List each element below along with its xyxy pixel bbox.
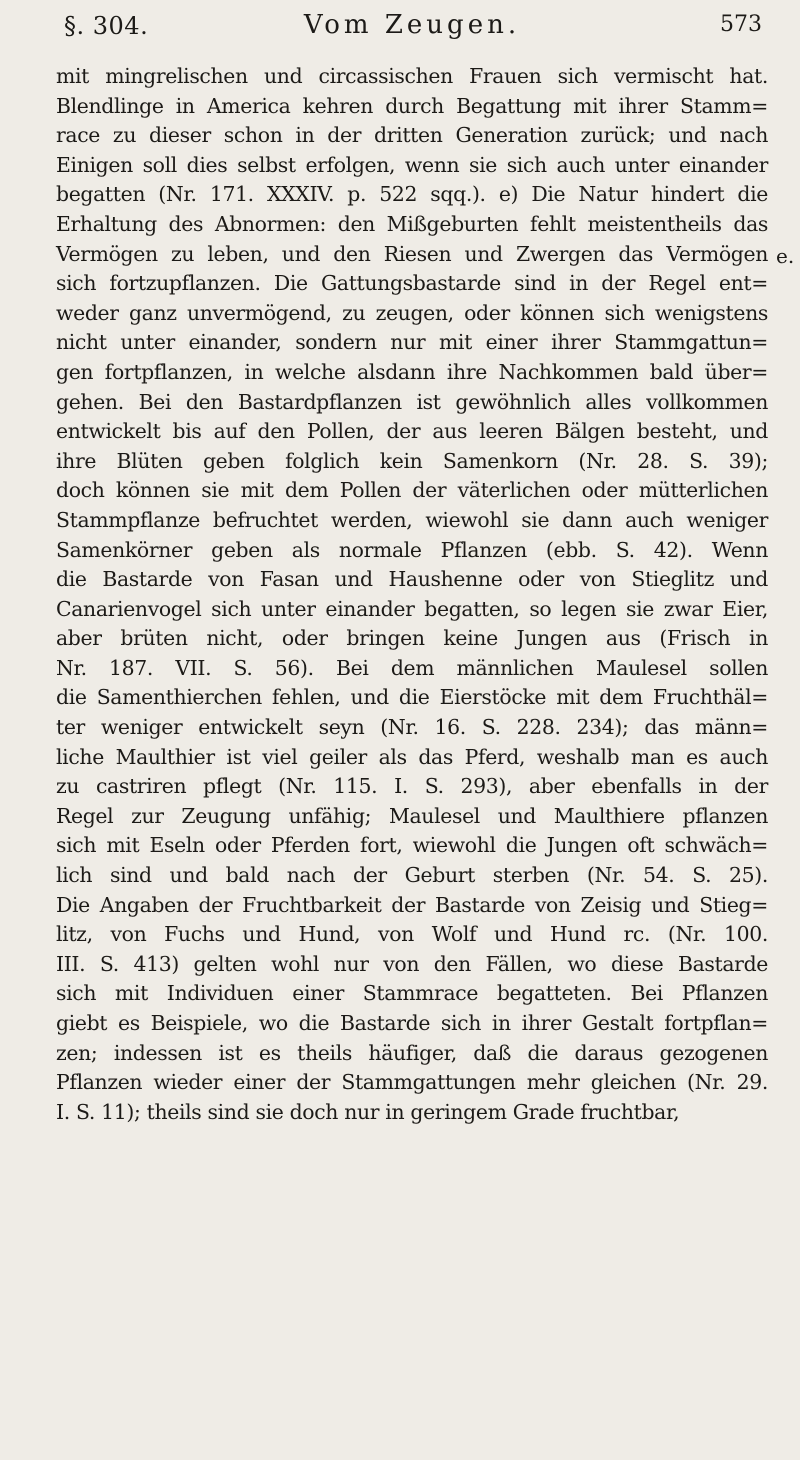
- text-line: mit mingrelischen und circassischen Frauen sich vermischt hat.: [56, 64, 768, 88]
- text-line: die Bastarde von Fasan und Haushenne oder von Stieglitz und: [56, 567, 768, 592]
- text-line: Canarienvogel sich unter einander begatten, so legen sie zwar Eier,: [56, 596, 768, 621]
- text-line: Blendlinge in America kehren durch Begattung mit ihrer Stamm=: [56, 93, 768, 118]
- body-text: [56, 62, 768, 1127]
- text-line: gen fortpflanzen, in welche alsdann ihre Nachkommen bald über=: [56, 359, 768, 384]
- text-line: zen; indessen ist es theils häufiger, daß die daraus gezogenen: [56, 1040, 768, 1065]
- text-line: III. S. 413) gelten wohl nur von den Fällen, wo diese Bastarde: [56, 951, 768, 976]
- section-number: §. 304.: [64, 12, 149, 40]
- text-line: ihre Blüten geben folglich kein Samenkorn (Nr. 28. S. 39);: [56, 448, 768, 473]
- text-line: sich mit Individuen einer Stammrace begatteten. Bei Pflanzen: [56, 981, 768, 1006]
- margin-note: e.: [776, 244, 795, 268]
- running-title: Vom Zeugen.: [303, 10, 521, 40]
- text-line: sich mit Eseln oder Pferden fort, wiewohl die Jungen oft schwäch=: [56, 833, 768, 858]
- text-line: I. S. 11); theils sind sie doch nur in geringem Grade fruchtbar,: [56, 1099, 680, 1124]
- text-line: race zu dieser schon in der dritten Generation zurück; und nach: [56, 123, 768, 148]
- book-page: [56, 0, 768, 1460]
- text-line: Einigen soll dies selbst erfolgen, wenn sie sich auch unter einander: [56, 152, 768, 177]
- text-line: nicht unter einander, sondern nur mit einer ihrer Stammgattun=: [56, 330, 768, 355]
- text-line: gehen. Bei den Bastardpflanzen ist gewöhnlich alles vollkommen: [56, 389, 768, 414]
- text-line: litz, von Fuchs und Hund, von Wolf und Hund rc. (Nr. 100.: [56, 922, 768, 947]
- text-line: ter weniger entwickelt seyn (Nr. 16. S. 228. 234); das männ=: [56, 715, 768, 740]
- text-line: Pflanzen wieder einer der Stammgattungen mehr gleichen (Nr. 29.: [56, 1070, 768, 1095]
- text-line: lich sind und bald nach der Geburt sterben (Nr. 54. S. 25).: [56, 863, 768, 888]
- text-line: Nr. 187. VII. S. 56). Bei dem männlichen Maulesel sollen: [56, 655, 768, 680]
- text-line: sich fortzupflanzen. Die Gattungsbastarde sind in der Regel ent=: [56, 271, 768, 296]
- text-line: Stammpflanze befruchtet werden, wiewohl sie dann auch weniger: [56, 507, 768, 532]
- text-line: giebt es Beispiele, wo die Bastarde sich in ihrer Gestalt fortpflan=: [56, 1011, 768, 1035]
- text-line: doch können sie mit dem Pollen der väterlichen oder mütterlichen: [56, 478, 768, 503]
- text-line: Vermögen zu leben, und den Riesen und Zwergen das Vermögen: [56, 241, 768, 266]
- text-line: liche Maulthier ist viel geiler als das Pferd, weshalb man es auch: [56, 744, 768, 769]
- text-line: weder ganz unvermögend, zu zeugen, oder können sich wenigstens: [56, 300, 768, 325]
- text-line: aber brüten nicht, oder bringen keine Jungen aus (Frisch in: [56, 626, 768, 651]
- text-line: Regel zur Zeugung unfähig; Maulesel und Maulthiere pflanzen: [56, 803, 768, 828]
- text-line: Erhaltung des Abnormen: den Mißgeburten fehlt meistentheils das: [56, 211, 768, 236]
- text-line: Die Angaben der Fruchtbarkeit der Bastarde von Zeisig und Stieg=: [56, 892, 768, 917]
- text-line: zu castriren pflegt (Nr. 115. I. S. 293), aber ebenfalls in der: [56, 774, 768, 799]
- text-line: begatten (Nr. 171. XXXIV. p. 522 sqq.). e) Die Natur hindert die: [56, 182, 768, 207]
- text-line: die Samenthierchen fehlen, und die Eierstöcke mit dem Fruchthäl=: [56, 685, 768, 710]
- page-number: 573: [720, 12, 762, 37]
- running-header: [56, 0, 768, 58]
- text-line: Samenkörner geben als normale Pflanzen (ebb. S. 42). Wenn: [56, 537, 768, 562]
- text-line: entwickelt bis auf den Pollen, der aus leeren Bälgen besteht, und: [56, 419, 768, 444]
